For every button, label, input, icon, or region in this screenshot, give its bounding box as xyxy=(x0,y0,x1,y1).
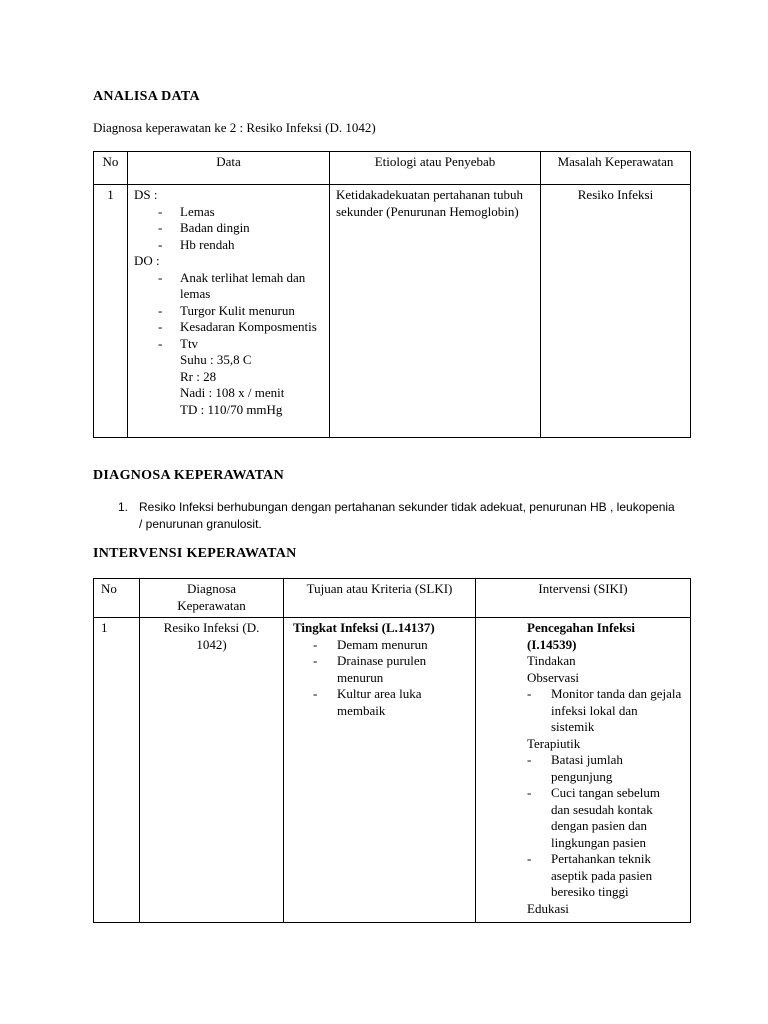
list-item: - Lemas xyxy=(134,204,323,221)
col-masalah: Masalah Keperawatan xyxy=(541,152,691,185)
table-row xyxy=(94,185,691,438)
list-item: - Demam menurun xyxy=(313,637,465,654)
list-item: - Batasi jumlah pengunjung xyxy=(527,752,682,785)
list-item: - Anak terlihat lemah dan lemas xyxy=(134,270,323,303)
do-label: DO : xyxy=(134,253,160,268)
vital-td: TD : 110/70 mmHg xyxy=(180,401,283,417)
siki-cell xyxy=(476,618,691,923)
observasi-label: Observasi xyxy=(527,669,579,685)
intervensi-table xyxy=(93,578,691,923)
row-no: 1 xyxy=(94,185,128,438)
siki-title: Pencegahan Infeksi (I.14539) xyxy=(527,620,635,652)
vital-suhu: Suhu : 35,8 C xyxy=(180,352,252,367)
list-item: - Kultur area luka membaik xyxy=(313,686,465,719)
list-item: - Monitor tanda dan gejala infeksi lokal dan sistemik xyxy=(527,686,682,736)
col-etiologi: Etiologi atau Penyebab xyxy=(330,152,541,185)
vital-rr: Rr : 28 xyxy=(180,368,217,384)
col-diagnosa: Diagnosa Keperawatan xyxy=(140,579,284,618)
terapiutik-label: Terapiutik xyxy=(527,735,581,751)
intervensi-heading: INTERVENSI KEPERAWATAN xyxy=(93,546,297,561)
ttv-label: Ttv xyxy=(180,335,199,351)
vital-nadi: Nadi : 108 x / menit xyxy=(180,385,285,400)
list-item xyxy=(118,499,678,533)
diagnosa-item-text: Resiko Infeksi berhubungan dengan pertahanan sekunder tidak adekuat, penurunan HB , leukopenia / penurunan granulosit. xyxy=(139,500,675,531)
list-item: - Hb rendah xyxy=(134,237,323,254)
diagnosa-cell: Resiko Infeksi (D. 1042) xyxy=(140,618,284,923)
intervensi-table-header xyxy=(94,579,691,618)
col-siki: Intervensi (SIKI) xyxy=(476,579,691,618)
slki-cell xyxy=(284,618,476,923)
list-number: 1. xyxy=(118,500,129,514)
list-item: - Kesadaran Komposmentis xyxy=(134,319,323,336)
slki-list xyxy=(313,637,465,720)
ds-label: DS : xyxy=(134,187,158,202)
diagnosa-list xyxy=(118,499,678,533)
observasi-list xyxy=(527,686,682,736)
masalah-cell: Resiko Infeksi xyxy=(541,185,691,438)
list-item: - Badan dingin xyxy=(134,220,323,237)
analisa-table xyxy=(93,151,691,438)
analisa-table-header xyxy=(94,152,691,185)
etiologi-cell: Ketidakadekuatan pertahanan tubuh sekunder (Penurunan Hemoglobin) xyxy=(330,185,541,438)
tindakan-label: Tindakan xyxy=(527,653,576,668)
row-no: 1 xyxy=(94,618,140,923)
edukasi-label: Edukasi xyxy=(527,900,569,916)
analisa-heading: ANALISA DATA xyxy=(93,89,200,104)
list-item xyxy=(134,336,323,419)
data-cell xyxy=(128,185,330,438)
diagnosa-heading: DIAGNOSA KEPERAWATAN xyxy=(93,468,285,483)
slki-title: Tingkat Infeksi (L.14137) xyxy=(293,620,435,635)
list-item: - Pertahankan teknik aseptik pada pasien beresiko tinggi xyxy=(527,851,682,901)
table-row xyxy=(94,618,691,923)
list-item: - Cuci tangan sebelum dan sesudah kontak dengan pasien dan lingkungan pasien xyxy=(527,785,682,851)
col-no: No xyxy=(94,152,128,185)
do-list xyxy=(134,270,323,419)
list-item: - Drainase purulen menurun xyxy=(313,653,465,686)
terapiutik-list xyxy=(527,752,682,901)
col-data: Data xyxy=(128,152,330,185)
analisa-subtitle: Diagnosa keperawatan ke 2 : Resiko Infeksi (D. 1042) xyxy=(93,120,376,135)
list-item: - Turgor Kulit menurun xyxy=(134,303,323,320)
col-no: No xyxy=(94,579,140,618)
ds-list xyxy=(134,204,323,254)
col-slki: Tujuan atau Kriteria (SLKI) xyxy=(284,579,476,618)
